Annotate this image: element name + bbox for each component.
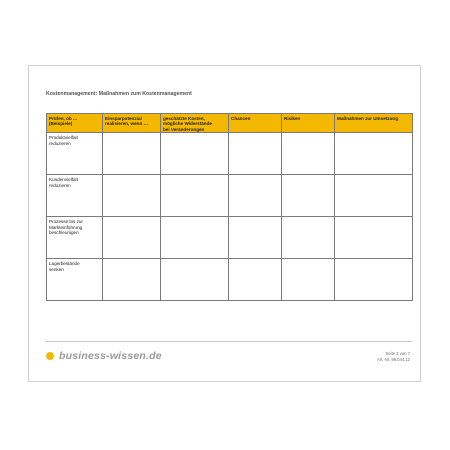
empty-cell bbox=[282, 175, 335, 217]
header-cell-chances bbox=[229, 114, 282, 133]
row-label-text: reduzieren bbox=[49, 140, 71, 146]
table-row bbox=[47, 175, 413, 217]
document-title: Kostenmanagement: Maßnahmen zum Kostenmanagement bbox=[46, 91, 192, 97]
header-cell-measures bbox=[335, 114, 413, 133]
header-cell-savings bbox=[103, 114, 161, 133]
row-label-cell bbox=[47, 133, 103, 175]
empty-cell bbox=[161, 259, 229, 301]
document-page bbox=[28, 65, 421, 382]
empty-cell bbox=[103, 133, 161, 175]
table-row bbox=[47, 217, 413, 259]
header-text: Risiken bbox=[284, 116, 301, 121]
header-text: Prüfen, ob … bbox=[49, 116, 78, 121]
header-text: Maßnahmen zur Umsetzung bbox=[337, 116, 398, 121]
logo-dot-icon bbox=[46, 352, 54, 360]
empty-cell bbox=[229, 259, 282, 301]
row-label-text: senken bbox=[49, 266, 64, 272]
article-number: Art.-Nr. 99.044.12 bbox=[376, 357, 410, 362]
footer-info bbox=[377, 351, 410, 363]
empty-cell bbox=[103, 175, 161, 217]
table-row bbox=[47, 259, 413, 301]
footer-divider bbox=[46, 341, 412, 342]
row-label-text: Prozesse bis zur bbox=[49, 219, 83, 225]
header-cell-risks bbox=[282, 114, 335, 133]
empty-cell bbox=[161, 133, 229, 175]
empty-cell bbox=[335, 217, 413, 259]
empty-cell bbox=[335, 175, 413, 217]
empty-cell bbox=[335, 259, 413, 301]
empty-cell bbox=[229, 133, 282, 175]
header-cell-costs bbox=[161, 114, 229, 133]
header-text: Einsparpotenzial bbox=[105, 116, 142, 121]
row-label-text: Markteinführung bbox=[49, 224, 83, 230]
table-header-row bbox=[47, 114, 413, 133]
empty-cell bbox=[229, 217, 282, 259]
row-label-text: Kundenvielfalt bbox=[49, 177, 78, 183]
empty-cell bbox=[103, 217, 161, 259]
row-label-text: Produktvielfalt bbox=[49, 135, 78, 141]
empty-cell bbox=[282, 133, 335, 175]
header-text: (Beispiele) bbox=[49, 121, 73, 127]
row-label-cell bbox=[47, 217, 103, 259]
header-text: bei Veränderungen bbox=[163, 126, 205, 132]
logo-text: business-wissen.de bbox=[59, 350, 162, 362]
row-label-text: beschleunigen bbox=[49, 230, 79, 236]
empty-cell bbox=[282, 259, 335, 301]
row-label-cell bbox=[47, 175, 103, 217]
empty-cell bbox=[103, 259, 161, 301]
header-text: mögliche Widerstände bbox=[163, 121, 212, 127]
brand-logo bbox=[46, 349, 162, 363]
page-info: Seite 2 von 7 bbox=[385, 351, 410, 356]
measures-table bbox=[46, 113, 413, 301]
header-text: geschätzte Kosten, bbox=[163, 116, 205, 121]
row-label-text: reduzieren bbox=[49, 182, 71, 188]
empty-cell bbox=[161, 217, 229, 259]
table-row bbox=[47, 133, 413, 175]
empty-cell bbox=[229, 175, 282, 217]
header-text: realisieren, wenn … bbox=[105, 121, 149, 127]
header-text: Chancen bbox=[231, 116, 251, 121]
header-cell-check bbox=[47, 114, 103, 133]
row-label-text: Lagerbestände bbox=[49, 261, 80, 267]
row-label-cell bbox=[47, 259, 103, 301]
empty-cell bbox=[335, 133, 413, 175]
empty-cell bbox=[282, 217, 335, 259]
empty-cell bbox=[161, 175, 229, 217]
